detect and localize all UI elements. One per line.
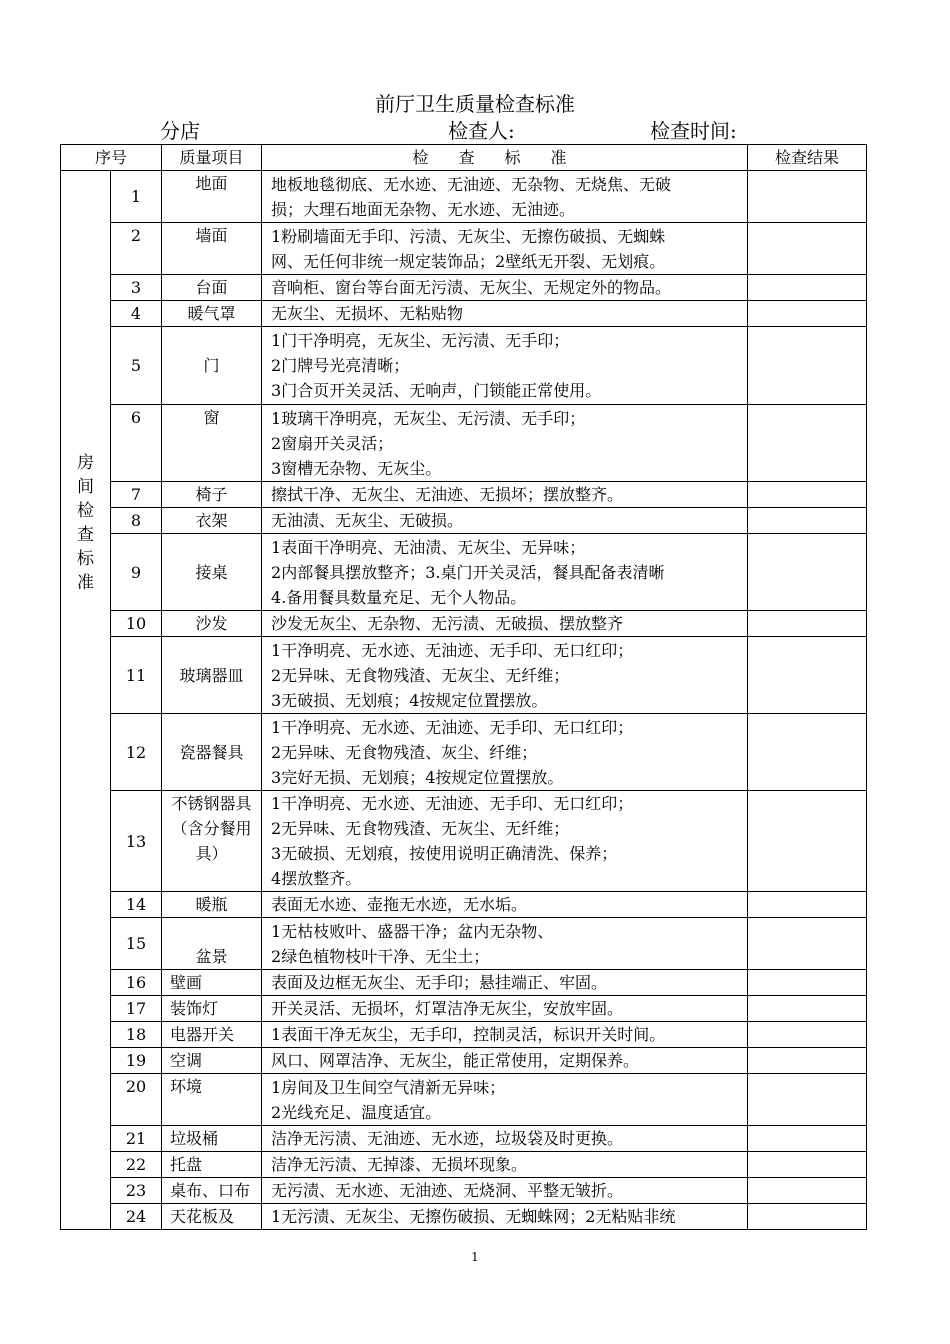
table-row bbox=[61, 405, 867, 482]
quality-item: 垃圾桶 bbox=[162, 1126, 262, 1152]
quality-item: 瓷器餐具 bbox=[162, 714, 262, 791]
table-header-row bbox=[61, 145, 867, 171]
standard-line: 1房间及卫生间空气清新无异味； bbox=[271, 1077, 506, 1097]
standard-line: 3无破损、无划痕；4按规定位置摆放。 bbox=[271, 690, 548, 710]
row-number: 22 bbox=[111, 1152, 162, 1178]
standard-cell bbox=[262, 301, 748, 327]
standard-line: 3完好无损、无划痕；4按规定位置摆放。 bbox=[271, 767, 564, 787]
standard-line: 1干净明亮、无水迹、无油迹、无手印、无口红印； bbox=[271, 640, 634, 660]
quality-item: 不锈钢器具（含分餐用具） bbox=[162, 791, 262, 892]
quality-item: 桌布、口布 bbox=[162, 1178, 262, 1204]
row-number: 2 bbox=[111, 223, 162, 275]
result-cell[interactable] bbox=[748, 637, 867, 714]
inspection-table bbox=[60, 144, 867, 1230]
standard-line: 2无异味、无食物残渣、无灰尘、无纤维； bbox=[271, 819, 570, 838]
result-cell[interactable] bbox=[748, 791, 867, 892]
quality-item: 玻璃器皿 bbox=[162, 637, 262, 714]
result-cell[interactable] bbox=[748, 892, 867, 918]
header-seq: 序号 bbox=[61, 145, 162, 171]
row-number: 7 bbox=[111, 482, 162, 508]
quality-item: 暖瓶 bbox=[162, 892, 262, 918]
table-row bbox=[61, 1022, 867, 1048]
standard-line: 1干净明亮、无水迹、无油迹、无手印、无口红印； bbox=[271, 794, 634, 813]
quality-item: 暖气罩 bbox=[162, 301, 262, 327]
row-number: 14 bbox=[111, 892, 162, 918]
standard-cell bbox=[262, 508, 748, 534]
quality-item: 地面 bbox=[162, 171, 262, 223]
result-cell[interactable] bbox=[748, 1074, 867, 1126]
standard-cell bbox=[262, 1074, 748, 1126]
table-row bbox=[61, 918, 867, 970]
result-cell[interactable] bbox=[748, 327, 867, 405]
row-number: 9 bbox=[111, 534, 162, 611]
result-cell[interactable] bbox=[748, 1126, 867, 1152]
standard-cell bbox=[262, 223, 748, 275]
standard-cell bbox=[262, 637, 748, 714]
standard-line: 1无污渍、无灰尘、无擦伤破损、无蜘蛛网；2无粘贴非统 bbox=[271, 1207, 676, 1226]
standard-line: 3无破损、无划痕，按使用说明正确清洗、保养； bbox=[271, 844, 618, 863]
standard-line: 3窗槽无杂物、无灰尘。 bbox=[271, 458, 442, 478]
standard-cell bbox=[262, 791, 748, 892]
quality-item: 台面 bbox=[162, 275, 262, 301]
standard-cell bbox=[262, 1022, 748, 1048]
standard-line: 无污渍、无水迹、无油迹、无烧洞、平整无皱折。 bbox=[271, 1181, 624, 1200]
table-row bbox=[61, 327, 867, 405]
table-row bbox=[61, 482, 867, 508]
row-number: 1 bbox=[111, 171, 162, 223]
standard-line: 2窗扇开关灵活； bbox=[271, 433, 394, 453]
standard-cell bbox=[262, 171, 748, 223]
category-cell bbox=[61, 171, 111, 1230]
store-label: 分店 bbox=[160, 119, 200, 143]
row-number: 16 bbox=[111, 970, 162, 996]
row-number: 10 bbox=[111, 611, 162, 637]
row-number: 8 bbox=[111, 508, 162, 534]
result-cell[interactable] bbox=[748, 1022, 867, 1048]
quality-item: 沙发 bbox=[162, 611, 262, 637]
standard-cell bbox=[262, 1126, 748, 1152]
quality-item: 门 bbox=[162, 327, 262, 405]
header-standard: 检查标准 bbox=[262, 145, 748, 171]
result-cell[interactable] bbox=[748, 1178, 867, 1204]
standard-cell bbox=[262, 918, 748, 970]
standard-line: 洁净无污渍、无掉漆、无损坏现象。 bbox=[271, 1155, 528, 1174]
inspection-time-label: 检查时间: bbox=[650, 119, 737, 143]
standard-line: 2内部餐具摆放整齐；3.桌门开关灵活，餐具配备表清晰 bbox=[271, 562, 665, 582]
result-cell[interactable] bbox=[748, 508, 867, 534]
quality-item: 椅子 bbox=[162, 482, 262, 508]
standard-cell bbox=[262, 327, 748, 405]
standard-cell bbox=[262, 1152, 748, 1178]
result-cell[interactable] bbox=[748, 301, 867, 327]
standard-cell bbox=[262, 405, 748, 482]
header-item: 质量项目 bbox=[162, 145, 262, 171]
result-cell[interactable] bbox=[748, 970, 867, 996]
standard-line: 2无异味、无食物残渣、无灰尘、无纤维； bbox=[271, 665, 570, 685]
row-number: 5 bbox=[111, 327, 162, 405]
row-number: 6 bbox=[111, 405, 162, 482]
quality-item: 盆景 bbox=[162, 918, 262, 970]
standard-line: 2门牌号光亮清晰； bbox=[271, 356, 410, 375]
table-row bbox=[61, 791, 867, 892]
table-row bbox=[61, 1152, 867, 1178]
standard-line: 1门干净明亮，无灰尘、无污渍、无手印； bbox=[271, 331, 570, 350]
standard-line: 网、无任何非统一规定装饰品；2壁纸无开裂、无划痕。 bbox=[271, 251, 666, 271]
standard-line: 1玻璃干净明亮，无灰尘、无污渍、无手印； bbox=[271, 408, 586, 428]
standard-cell bbox=[262, 1048, 748, 1074]
table-row bbox=[61, 637, 867, 714]
table-row bbox=[61, 996, 867, 1022]
standard-cell bbox=[262, 970, 748, 996]
standard-cell bbox=[262, 1178, 748, 1204]
standard-cell bbox=[262, 534, 748, 611]
page-number: 1 bbox=[471, 1250, 479, 1264]
standard-cell bbox=[262, 482, 748, 508]
quality-item: 墙面 bbox=[162, 223, 262, 275]
standard-line: 2绿色植物枝叶干净、无尘土； bbox=[271, 946, 490, 966]
row-number: 17 bbox=[111, 996, 162, 1022]
standard-cell bbox=[262, 611, 748, 637]
standard-line: 擦拭干净、无灰尘、无油迹、无损坏；摆放整齐。 bbox=[271, 485, 624, 504]
standard-line: 表面及边框无灰尘、无手印；悬挂端正、牢固。 bbox=[271, 973, 608, 992]
table-row bbox=[61, 1204, 867, 1230]
standard-line: 2无异味、无食物残渣、灰尘、纤维； bbox=[271, 742, 538, 762]
table-row bbox=[61, 508, 867, 534]
result-cell[interactable] bbox=[748, 714, 867, 791]
result-cell[interactable] bbox=[748, 534, 867, 611]
table-row bbox=[61, 1048, 867, 1074]
quality-item: 衣架 bbox=[162, 508, 262, 534]
header-result: 检查结果 bbox=[748, 145, 867, 171]
standard-line: 1干净明亮、无水迹、无油迹、无手印、无口红印； bbox=[271, 717, 634, 737]
table-row bbox=[61, 1126, 867, 1152]
standard-line: 1表面干净无灰尘，无手印，控制灵活，标识开关时间。 bbox=[271, 1025, 666, 1044]
result-cell[interactable] bbox=[748, 275, 867, 301]
standard-line: 3门合页开关灵活、无响声，门锁能正常使用。 bbox=[271, 381, 602, 400]
standard-line: 开关灵活、无损坏，灯罩洁净无灰尘，安放牢固。 bbox=[271, 999, 624, 1018]
table-row bbox=[61, 275, 867, 301]
result-cell[interactable] bbox=[748, 611, 867, 637]
result-cell[interactable] bbox=[748, 405, 867, 482]
standard-cell bbox=[262, 892, 748, 918]
standard-line: 2光线充足、温度适宜。 bbox=[271, 1102, 442, 1122]
standard-line: 1表面干净明亮、无油渍、无灰尘、无异味； bbox=[271, 537, 586, 557]
table-row bbox=[61, 171, 867, 223]
category-label: 房间检查标准 bbox=[77, 453, 94, 593]
table-row bbox=[61, 301, 867, 327]
standard-line: 4摆放整齐。 bbox=[271, 869, 362, 888]
table-row bbox=[61, 611, 867, 637]
standard-line: 表面无水迹、壶拖无水迹，无水垢。 bbox=[271, 895, 528, 914]
page-title: 前厅卫生质量检查标准 bbox=[375, 92, 575, 116]
result-cell[interactable] bbox=[748, 1048, 867, 1074]
row-number: 20 bbox=[111, 1074, 162, 1126]
row-number: 13 bbox=[111, 791, 162, 892]
standard-line: 无灰尘、无损坏、无粘贴物 bbox=[271, 304, 464, 323]
table-row bbox=[61, 223, 867, 275]
table-row bbox=[61, 1178, 867, 1204]
row-number: 4 bbox=[111, 301, 162, 327]
standard-line: 损；大理石地面无杂物、无水迹、无油迹。 bbox=[271, 199, 576, 219]
row-number: 15 bbox=[111, 918, 162, 970]
result-cell[interactable] bbox=[748, 223, 867, 275]
result-cell[interactable] bbox=[748, 1152, 867, 1178]
row-number: 3 bbox=[111, 275, 162, 301]
table-row bbox=[61, 970, 867, 996]
standard-line: 洁净无污渍、无油迹、无水迹，垃圾袋及时更换。 bbox=[271, 1129, 624, 1148]
standard-cell bbox=[262, 714, 748, 791]
quality-item: 空调 bbox=[162, 1048, 262, 1074]
quality-item: 天花板及 bbox=[162, 1204, 262, 1230]
row-number: 23 bbox=[111, 1178, 162, 1204]
quality-item: 托盘 bbox=[162, 1152, 262, 1178]
result-cell[interactable] bbox=[748, 171, 867, 223]
standard-cell bbox=[262, 275, 748, 301]
result-cell[interactable] bbox=[748, 1204, 867, 1230]
table-row bbox=[61, 534, 867, 611]
standard-line: 1粉刷墙面无手印、污渍、无灰尘、无擦伤破损、无蜘蛛 bbox=[271, 226, 666, 246]
row-number: 24 bbox=[111, 1204, 162, 1230]
result-cell[interactable] bbox=[748, 996, 867, 1022]
standard-line: 音响柜、窗台等台面无污渍、无灰尘、无规定外的物品。 bbox=[271, 278, 672, 297]
quality-item: 环境 bbox=[162, 1074, 262, 1126]
quality-item: 装饰灯 bbox=[162, 996, 262, 1022]
quality-item: 壁画 bbox=[162, 970, 262, 996]
inspector-label: 检查人: bbox=[448, 119, 515, 143]
standard-line: 4.备用餐具数量充足、无个人物品。 bbox=[271, 587, 527, 607]
row-number: 21 bbox=[111, 1126, 162, 1152]
row-number: 11 bbox=[111, 637, 162, 714]
result-cell[interactable] bbox=[748, 918, 867, 970]
standard-line: 沙发无灰尘、无杂物、无污渍、无破损、摆放整齐 bbox=[271, 614, 624, 633]
standard-line: 无油渍、无灰尘、无破损。 bbox=[271, 511, 464, 530]
row-number: 19 bbox=[111, 1048, 162, 1074]
result-cell[interactable] bbox=[748, 482, 867, 508]
quality-item: 窗 bbox=[162, 405, 262, 482]
standard-line: 1无枯枝败叶、盛器干净；盆内无杂物、 bbox=[271, 921, 554, 941]
standard-line: 地板地毯彻底、无水迹、无油迹、无杂物、无烧焦、无破 bbox=[271, 174, 672, 194]
quality-item: 电器开关 bbox=[162, 1022, 262, 1048]
quality-item: 接桌 bbox=[162, 534, 262, 611]
row-number: 18 bbox=[111, 1022, 162, 1048]
row-number: 12 bbox=[111, 714, 162, 791]
table-row bbox=[61, 1074, 867, 1126]
standard-line: 风口、网罩洁净、无灰尘，能正常使用，定期保养。 bbox=[271, 1051, 640, 1070]
table-row bbox=[61, 892, 867, 918]
standard-cell bbox=[262, 1204, 748, 1230]
standard-cell bbox=[262, 996, 748, 1022]
table-row bbox=[61, 714, 867, 791]
